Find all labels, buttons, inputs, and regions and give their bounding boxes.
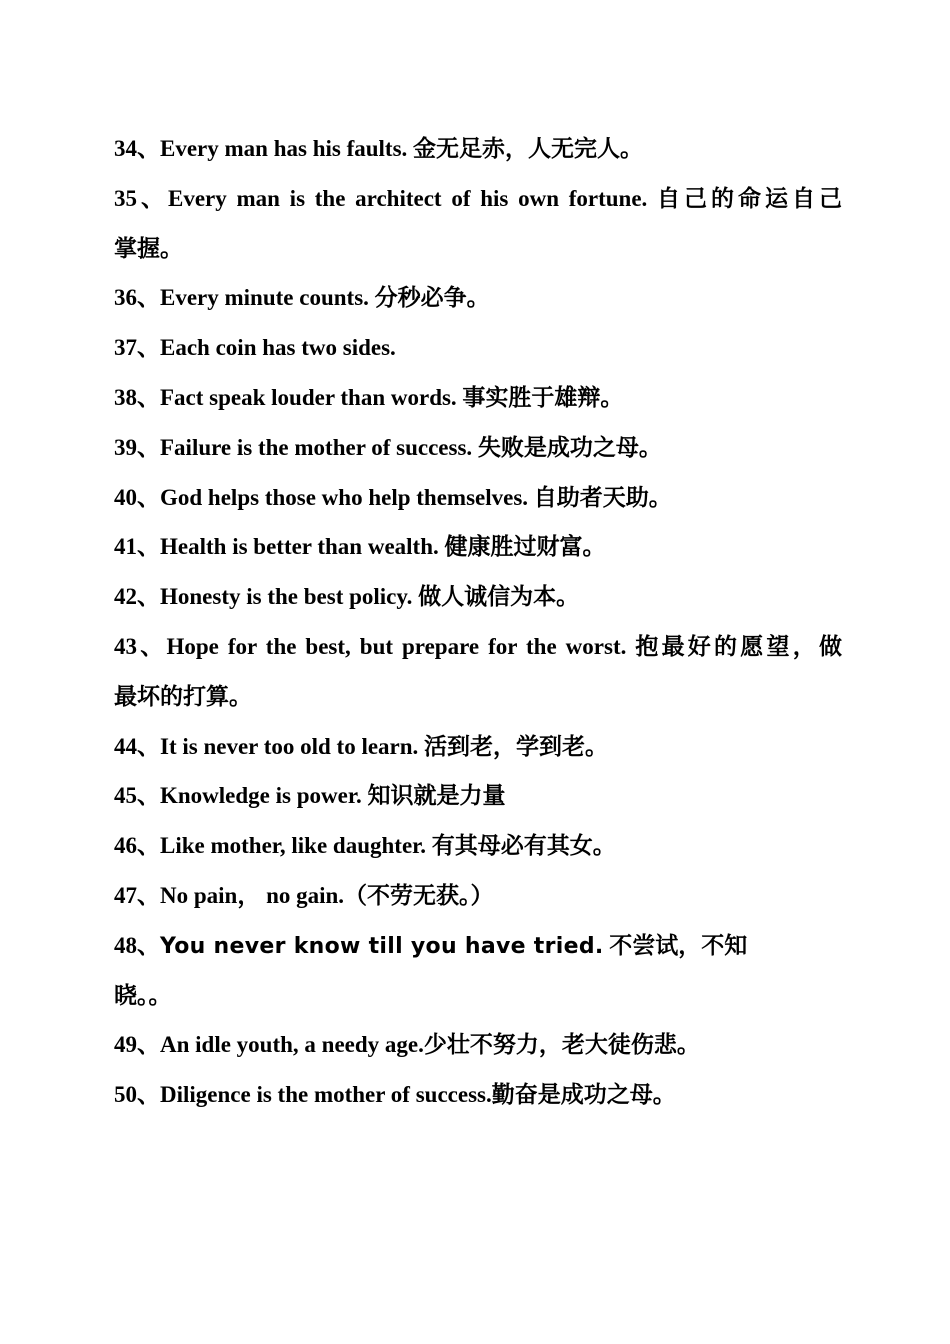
proverb-48 [114,921,842,971]
proverb-42: 42、Honesty is the best policy. 做人诚信为本。 [114,584,580,610]
proverb-48-chinese: 不尝试，不知 [603,932,748,958]
proverb-48-continued: 晓。。 [114,982,172,1008]
proverb-45: 45、Knowledge is power. 知识就是力量 [114,783,506,809]
proverb-44: 44、It is never too old to learn. 活到老，学到老。 [114,733,609,759]
proverb-43-continued: 最坏的打算。 [114,683,252,709]
proverb-48-english: You never know till you have tried. [160,933,604,959]
proverb-37: 37、Each coin has two sides. [114,335,396,361]
proverb-38: 38、Fact speak louder than words. 事实胜于雄辩。 [114,384,624,410]
proverb-39: 39、Failure is the mother of success. 失败是成功之母。 [114,434,662,460]
proverb-47: 47、No pain， no gain.（不劳无获。） [114,882,494,908]
proverb-50: 50、Diligence is the mother of success.勤奋是成功之母。 [114,1082,676,1108]
proverb-35-continued: 掌握。 [114,235,183,261]
document-page [114,124,842,1120]
proverb-46: 46、Like mother, like daughter. 有其母必有其女。 [114,833,616,859]
proverb-36: 36、Every minute counts. 分秒必争。 [114,285,490,311]
proverb-35: 35、Every man is the architect of his own fortune. 自己的命运自己 [114,185,842,211]
proverb-48-number: 48、 [114,932,160,958]
proverb-49: 49、An idle youth, a needy age.少壮不努力，老大徒伤悲。 [114,1032,700,1058]
proverb-41: 41、Health is better than wealth. 健康胜过财富。 [114,534,606,560]
proverb-40: 40、God helps those who help themselves. 自助者天助。 [114,484,672,510]
proverb-34: 34、Every man has his faults. 金无足赤，人无完人。 [114,136,644,161]
proverb-43: 43、Hope for the best, but prepare for the worst. 抱最好的愿望，做 [114,633,842,659]
